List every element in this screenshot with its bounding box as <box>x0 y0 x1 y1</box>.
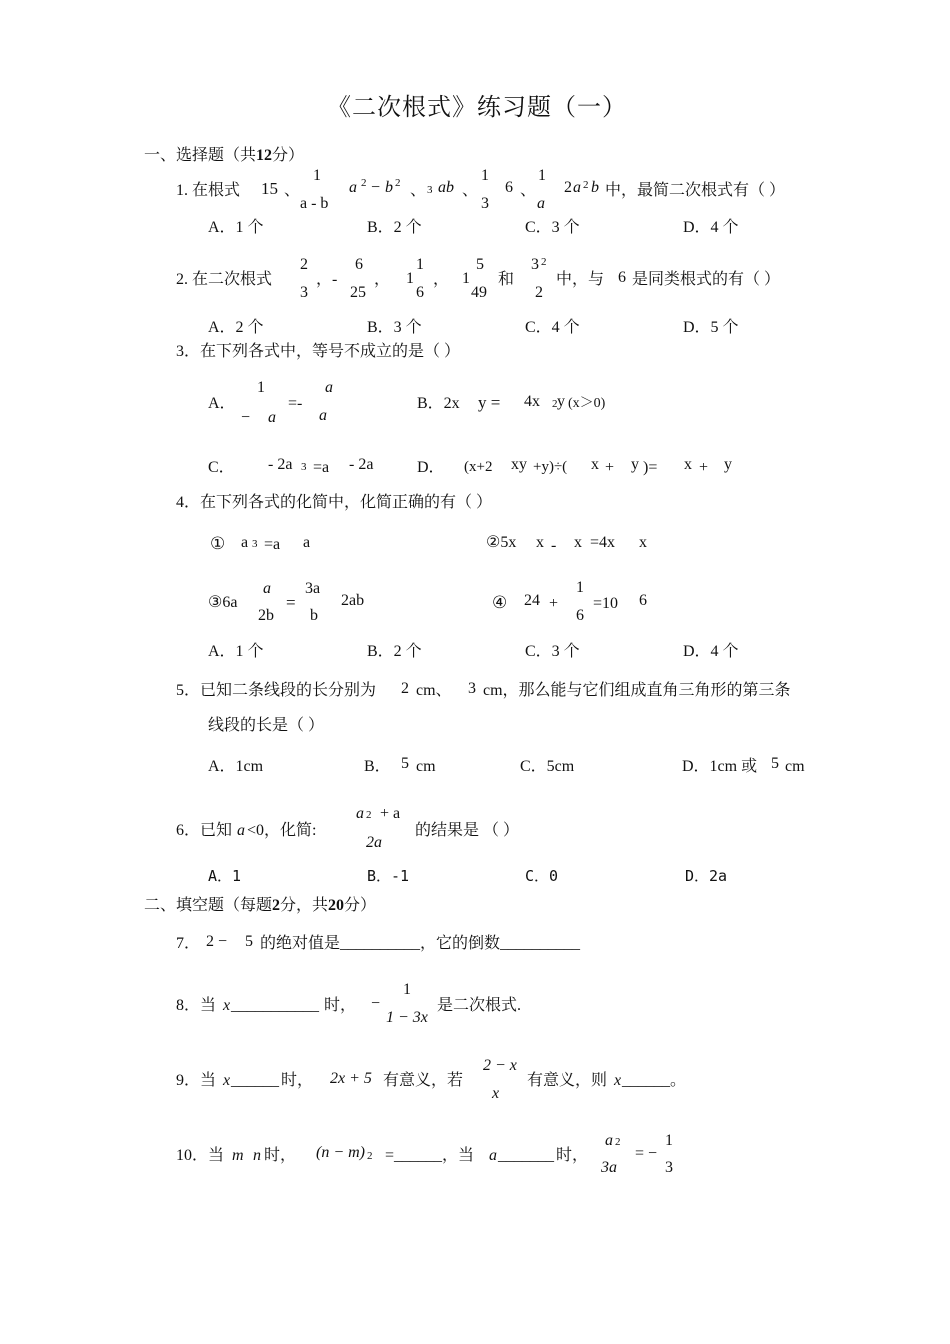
q3-a-eq: =- <box>288 395 303 412</box>
q1-b: b <box>591 179 599 196</box>
q4-item4-num: ④ <box>492 593 508 612</box>
section-mid: 分，共 <box>280 897 329 914</box>
q2-sep: ， <box>433 271 450 288</box>
q2-whole: 1 <box>406 270 414 287</box>
q8-minus: − <box>371 995 381 1012</box>
q7-five: 5 <box>245 933 253 950</box>
q1-b: b <box>385 179 393 196</box>
q1-2: 2 <box>564 179 572 196</box>
q2-den: 3 <box>300 284 308 301</box>
q3-c-label: C． <box>208 459 235 476</box>
q3-d-plus: + <box>605 459 615 476</box>
q9-lead: 9．当 <box>176 1072 217 1089</box>
q5-val2: 2 <box>401 680 409 697</box>
section-heading-choice <box>144 148 304 164</box>
q2-den: 25 <box>350 284 366 301</box>
q2-sup: 2 <box>541 256 547 268</box>
q6-num-rest: + a <box>380 805 401 822</box>
q4-item4-plus: + <box>549 595 559 612</box>
q4-item1-sup: 3 <box>252 538 258 550</box>
q1-sep: 、 <box>284 182 301 199</box>
q8-num: 1 <box>403 981 411 998</box>
q2-option-c: C．4 个 <box>525 319 580 336</box>
q3-b-y2: y <box>557 393 565 410</box>
q3-a-den2: a <box>319 407 327 424</box>
q9-blank2: ______。 <box>622 1072 687 1089</box>
q5-option-b-cm: cm <box>416 758 436 775</box>
q3-d-p1: (x+2 <box>464 459 493 475</box>
q4-item4-frac-den: 6 <box>576 607 584 624</box>
q8-x: x <box>223 997 231 1014</box>
page-title: 《二次根式》练习题（一） <box>327 95 627 121</box>
q2-num: 3 <box>531 256 539 273</box>
q3-b-label: B．2x <box>417 395 460 412</box>
q8-lead: 8．当 <box>176 997 217 1014</box>
q4-item3-eq: = <box>286 593 296 612</box>
q6-den: 2a <box>366 834 382 851</box>
q10-m: m <box>232 1147 244 1164</box>
q5-option-b-5: 5 <box>401 755 409 772</box>
q4-item3-frac-num: a <box>263 580 271 597</box>
q4-item3-frac-num2: 3a <box>305 580 321 597</box>
q1-option-c: C．3 个 <box>525 219 580 236</box>
q6-cond: <0，化简: <box>247 822 317 839</box>
q10-num-a: a <box>605 1132 613 1149</box>
q3-text: 3．在下列各式中，等号不成立的是（ ） <box>176 343 461 360</box>
section-suffix: 分） <box>272 147 305 164</box>
q5-val3: 3 <box>468 680 476 697</box>
q6-option-a: A．1 <box>208 867 242 885</box>
q9-tail1: 时， <box>281 1072 314 1089</box>
q3-d-plus2: + <box>699 459 709 476</box>
q9-x: x <box>223 1072 231 1089</box>
section-heading-fill <box>144 898 376 914</box>
q10-blank: _______ <box>498 1147 554 1164</box>
q5-option-d-label: D．1cm 或 <box>682 758 758 775</box>
q10-eq2: = − <box>635 1145 658 1162</box>
section-points: 2 <box>272 897 281 914</box>
q4-item2-x: x <box>536 534 544 551</box>
q2-whole: 1 <box>462 270 470 287</box>
q4-item3-num: ③6a <box>208 594 238 611</box>
q5-cm1: cm、 <box>416 682 452 699</box>
q2-den: 6 <box>416 284 424 301</box>
q4-item2-minus: - <box>551 537 557 554</box>
q5-option-d-cm: cm <box>785 758 805 775</box>
q1-six: 6 <box>505 179 513 196</box>
q1-cube-index: 3 <box>427 184 433 196</box>
q1-sup: 2 <box>395 177 401 189</box>
q6-lead: 6．已知 <box>176 822 233 839</box>
q8-blank: ___________ <box>231 997 319 1014</box>
q2-num: 1 <box>416 256 424 273</box>
q3-d-eq: )= <box>643 459 658 476</box>
q2-option-b: B．3 个 <box>367 319 422 336</box>
q3-d-label: D． <box>417 459 445 476</box>
q9-den: x <box>492 1085 500 1102</box>
q4-item3-rhs: 2ab <box>341 592 365 609</box>
q4-option-a: A．1 个 <box>208 643 264 660</box>
q10-tail1: 时， <box>264 1147 297 1164</box>
q2-six: 6 <box>618 269 626 286</box>
q8-tail2: 是二次根式. <box>437 997 522 1014</box>
q1-sup: 2 <box>583 179 589 191</box>
q1-minus: − <box>371 179 381 196</box>
q10-lead: 10．当 <box>176 1147 225 1164</box>
q3-a-minus: − <box>241 409 251 426</box>
section-total: 20 <box>328 897 345 914</box>
q3-b-y: y = <box>478 393 501 412</box>
q6-option-b: B．-1 <box>367 867 410 885</box>
q1-frac-num: 1 <box>481 167 489 184</box>
q6-a: a <box>237 822 245 839</box>
q3-d-y: y <box>631 456 639 473</box>
q1-lead: 1. 在根式 <box>176 182 241 199</box>
q4-option-d: D．4 个 <box>683 643 739 660</box>
q10-frac-den: 3 <box>665 1159 673 1176</box>
q3-a-den: a <box>268 409 276 426</box>
q2-option-d: D．5 个 <box>683 319 739 336</box>
q10-sup: 2 <box>367 1150 373 1162</box>
q2-option-a: A．2 个 <box>208 319 264 336</box>
q10-expr: (n − m) <box>316 1144 366 1161</box>
q3-d-p2: +y)÷( <box>533 459 568 475</box>
q5-line2: 线段的长是（ ） <box>208 717 325 734</box>
q5-option-d-5: 5 <box>771 755 779 772</box>
q5-option-b-label: B． <box>364 758 391 775</box>
q9-expr: 2x + 5 <box>330 1070 372 1087</box>
q9-tail2: 有意义，则 <box>527 1072 608 1089</box>
q10-frac-num: 1 <box>665 1132 673 1149</box>
q1-frac-den: a - b <box>300 195 329 212</box>
q4-item2-num: ②5x <box>486 534 517 551</box>
q1-frac-num: 1 <box>313 167 321 184</box>
q3-d-y2: y <box>724 456 732 473</box>
q5-option-a: A．1cm <box>208 758 264 775</box>
q1-frac-den: 3 <box>481 195 489 212</box>
q9-x2: x <box>614 1072 622 1089</box>
section-prefix: 一、选择题（共 <box>144 147 257 164</box>
q9-mid: 有意义，若 <box>383 1072 464 1089</box>
q3-c-lhs: - 2a <box>268 456 293 473</box>
q2-tail2: 是同类根式的有（ ） <box>632 271 781 288</box>
q1-ab: ab <box>438 179 454 196</box>
q3-b-sup: 2 <box>552 398 558 410</box>
q1-option-d: D．4 个 <box>683 219 739 236</box>
q4-item4-24: 24 <box>524 592 540 609</box>
q2-num: 5 <box>476 256 484 273</box>
q4-text: 4．在下列各式的化简中，化简正确的有（ ） <box>176 494 493 511</box>
q7-tail: 的绝对值是__________，它的倒数__________ <box>260 935 581 952</box>
q3-a-num: 1 <box>257 379 265 396</box>
q2-and: 和 <box>498 271 515 288</box>
q1-option-a: A．1 个 <box>208 219 264 236</box>
q2-num: 2 <box>300 256 308 273</box>
q2-den: 49 <box>471 284 487 301</box>
q10-n: n <box>253 1147 261 1164</box>
q3-c-rhs: - 2a <box>349 456 374 473</box>
q4-item3-frac-den2: b <box>310 607 318 624</box>
section-suffix: 分） <box>344 897 377 914</box>
q4-item4-frac-num: 1 <box>576 579 584 596</box>
section-prefix: 二、填空题（每题 <box>144 897 273 914</box>
q7-lead: 7． <box>176 935 201 952</box>
q1-sep: 、 <box>520 182 537 199</box>
q4-item4-six: 6 <box>639 592 647 609</box>
q3-c-sup: 3 <box>301 461 307 473</box>
q4-item3-frac-den: 2b <box>258 607 274 624</box>
q2-den: 2 <box>535 284 543 301</box>
q6-option-c: C．0 <box>525 867 559 885</box>
q4-item1-a2: a <box>303 534 311 551</box>
q10-den: 3a <box>601 1159 617 1176</box>
q3-a-label: A． <box>208 395 236 412</box>
q1-radicand-15: 15 <box>261 179 278 198</box>
q9-blank: ______ <box>231 1072 279 1089</box>
q7-expr: 2 − <box>206 933 228 950</box>
q4-item1-num: ① <box>210 534 226 553</box>
q3-c-eq: =a <box>313 459 330 476</box>
q8-tail1: 时， <box>324 997 357 1014</box>
q2-tail: 中，与 <box>556 271 605 288</box>
q4-item2-x3: x <box>639 534 647 551</box>
q10-num-sup: 2 <box>615 1136 621 1148</box>
q1-a: a <box>573 179 581 196</box>
section-points: 12 <box>256 147 273 164</box>
q8-den: 1 − 3x <box>386 1009 428 1026</box>
q1-sep: 、 <box>462 182 479 199</box>
q4-item2-eq: =4x <box>590 534 616 551</box>
q10-eq: =______，当 <box>385 1147 475 1164</box>
q3-d-x: x <box>591 456 599 473</box>
q1-tail: 中，最简二次根式有（ ） <box>605 182 786 199</box>
q9-num: 2 − x <box>483 1057 517 1074</box>
q3-b-cond: (x＞0) <box>568 396 606 411</box>
q6-option-d: D．2a <box>685 867 728 885</box>
q1-sep: 、 <box>410 182 427 199</box>
q3-a-num2: a <box>325 379 333 396</box>
q4-option-c: C．3 个 <box>525 643 580 660</box>
q1-frac-num: 1 <box>538 167 546 184</box>
q6-tail: 的结果是 （ ） <box>415 822 520 839</box>
q4-item2-x2: x <box>574 534 582 551</box>
q4-item1-a: a <box>241 534 249 551</box>
q5-line1a: 5．已知二条线段的长分别为 <box>176 682 377 699</box>
q1-a: a <box>349 179 357 196</box>
q1-frac-den: a <box>537 195 545 212</box>
q5-line1b: cm，那么能与它们组成直角三角形的第三条 <box>483 682 791 699</box>
q4-item4-eq: =10 <box>593 595 619 612</box>
q2-lead: 2. 在二次根式 <box>176 271 273 288</box>
q1-option-b: B．2 个 <box>367 219 422 236</box>
q10-tail2: 时， <box>556 1147 589 1164</box>
q4-option-b: B．2 个 <box>367 643 422 660</box>
q2-num: 6 <box>355 256 363 273</box>
q10-a: a <box>489 1147 497 1164</box>
q2-sep: ， <box>374 271 391 288</box>
q4-item1-eq: =a <box>264 536 281 553</box>
q6-num-sup: 2 <box>366 809 372 821</box>
q3-d-xy: xy <box>511 456 527 473</box>
q3-d-x2: x <box>684 456 692 473</box>
q3-b-rhs: 4x <box>524 393 540 410</box>
q1-sup: 2 <box>361 177 367 189</box>
q6-num-a: a <box>356 805 364 822</box>
q2-sep: ，- <box>316 271 338 288</box>
q5-option-c: C．5cm <box>520 758 575 775</box>
